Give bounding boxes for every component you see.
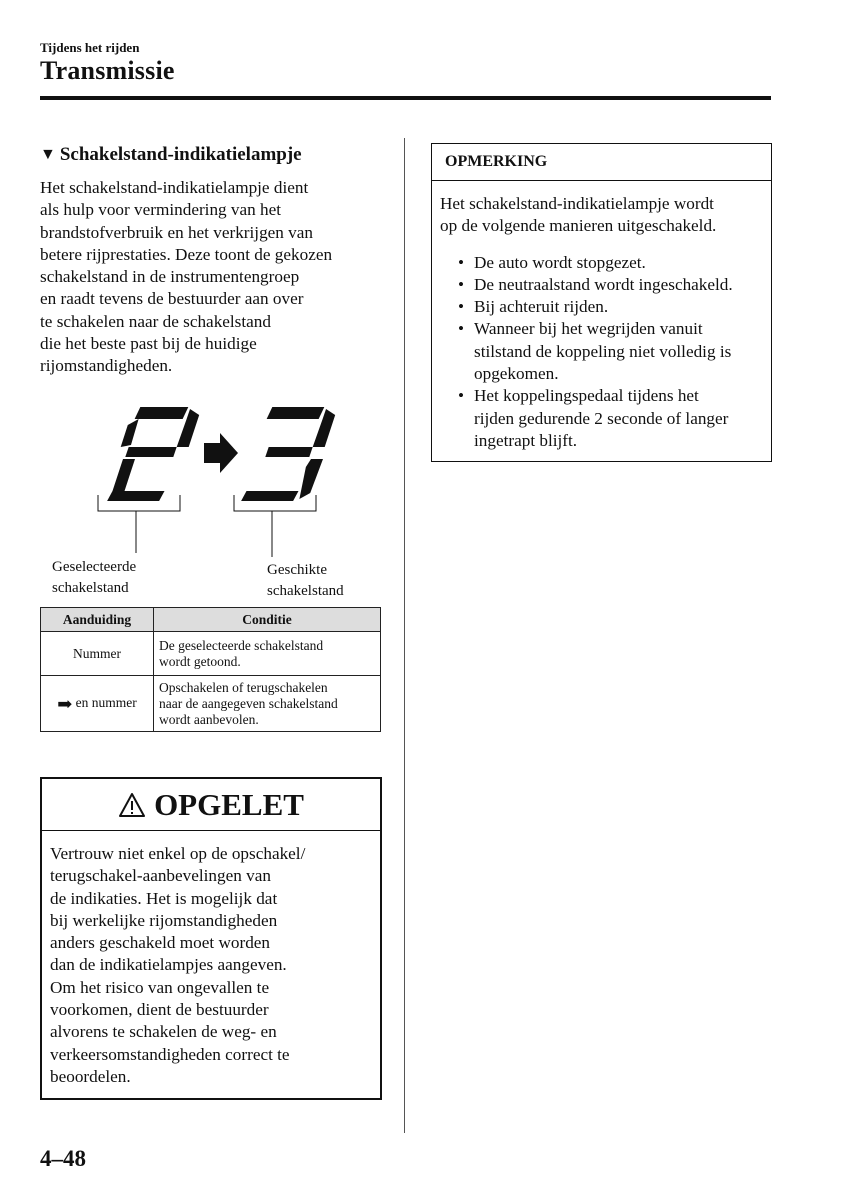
list-item-text: stilstand de koppeling niet volledig is [474,341,732,361]
gear-digit-3-icon [241,407,336,501]
intro-line: als hulp voor vermindering van het [40,200,282,220]
intro-line: en raadt tevens de bestuurder aan over [40,289,304,309]
label-selected-gear [52,557,136,599]
table-header-row [41,608,381,632]
note-body [432,181,771,452]
cell-line: naar de aangegeven schakelstand [159,695,338,711]
table-header: Conditie [154,608,381,632]
label-selected-line: Geselecteerde [52,559,137,575]
intro-line: betere rijprestaties. Deze toont de gekozen [40,244,333,264]
caution-line: dan de indikatielampjes aangeven. [50,955,287,975]
page-number: 4–48 [40,1146,86,1171]
label-suitable-line: Geschikte [267,562,327,578]
list-item-text: Het koppelingspedaal tijdens het [474,386,699,406]
list-item-text: De auto wordt stopgezet. [474,252,646,272]
caution-line: beoordelen. [50,1066,131,1086]
table-header: Aanduiding [41,608,154,632]
list-item [450,318,763,385]
bullet-icon: • [458,274,465,294]
arrow-right-icon: ➡ [57,693,73,714]
note-intro-line: op de volgende manieren uitgeschakeld. [440,216,717,236]
caution-header [42,779,380,831]
list-item-text: Wanneer bij het wegrijden vanuit [474,319,703,339]
table-row [41,632,381,676]
list-item-text: opgekomen. [474,364,559,384]
cell-line: Opschakelen of terugschakelen [159,679,328,695]
column-divider [404,138,405,1133]
caution-title: OPGELET [154,786,304,822]
label-suitable-line: schakelstand [267,583,344,599]
triangle-down-icon: ▼ [40,146,56,163]
page-title: Transmissie [40,56,175,85]
intro-line: brandstofverbruik en het verkrijgen van [40,222,313,242]
table-cell [41,676,154,732]
gear-indicator-figure [40,395,400,605]
list-item [450,296,763,318]
note-list [440,252,763,453]
bullet-icon: • [458,319,465,339]
arrow-right-icon [204,433,238,473]
caution-box [40,777,382,1100]
intro-line: die het beste past bij de huidige [40,334,257,354]
cell-line: wordt aanbevolen. [159,711,259,727]
table-cell: Nummer [41,632,154,676]
table-cell [154,632,381,676]
label-selected-line: schakelstand [52,580,129,596]
bullet-icon: • [458,252,465,272]
table-row [41,676,381,732]
running-header: Tijdens het rijden [40,40,140,55]
caution-line: Vertrouw niet enkel op de opschakel/ [50,844,306,863]
section-heading-text: Schakelstand-indikatielampje [59,144,302,165]
caution-line: Om het risico van ongevallen te [50,977,270,997]
warning-triangle-icon [118,792,146,818]
section-heading [40,144,302,166]
caution-line: terugschakel-aanbevelingen van [50,866,271,886]
caution-line: verkeersomstandigheden correct te [50,1044,290,1064]
cell-text: en nummer [75,695,137,711]
label-suitable-gear [267,560,344,602]
caution-line: voorkomen, dient de bestuurder [50,1000,269,1020]
note-title: OPMERKING [432,144,771,181]
caution-line: de indikaties. Het is mogelijk dat [50,888,278,908]
cell-line: wordt getoond. [159,653,241,669]
bullet-icon: • [458,386,465,406]
note-intro [440,193,763,238]
caution-text [42,831,380,1088]
note-intro-line: Het schakelstand-indikatielampje wordt [440,194,714,213]
gear-digit-2-icon [107,407,200,501]
list-item-text: ingetrapt blijft. [474,430,578,450]
list-item [450,385,763,452]
list-item [450,274,763,296]
header-rule [40,96,771,100]
list-item [450,252,763,274]
note-box [431,143,772,462]
table-cell [154,676,381,732]
caution-line: alvorens te schakelen de weg- en [50,1022,277,1042]
intro-line: schakelstand in de instrumentengroep [40,267,300,287]
intro-line: te schakelen naar de schakelstand [40,311,271,331]
caution-line: anders geschakeld moet worden [50,933,271,953]
intro-paragraph [40,177,380,378]
bullet-icon: • [458,297,465,317]
cell-line: De geselecteerde schakelstand [159,637,324,653]
list-item-text: rijden gedurende 2 seconde of langer [474,408,729,428]
caution-line: bij werkelijke rijomstandigheden [50,910,278,930]
intro-line: rijomstandigheden. [40,356,173,376]
list-item-text: Bij achteruit rijden. [474,297,609,317]
list-item-text: De neutraalstand wordt ingeschakeld. [474,274,733,294]
indication-table [40,607,381,732]
intro-line: Het schakelstand-indikatielampje dient [40,178,309,197]
